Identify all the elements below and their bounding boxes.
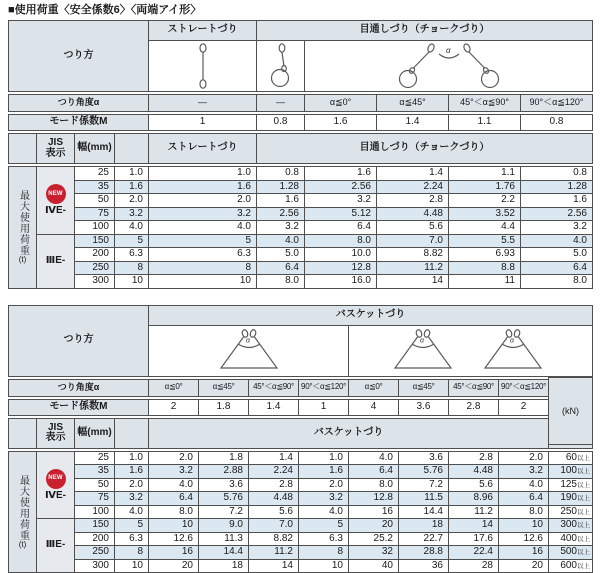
t1-data xyxy=(8,166,593,289)
jis-header-line2: 表示 xyxy=(37,149,74,160)
value-cell: 7.2 xyxy=(199,505,249,519)
jis-label: ⅢE- xyxy=(37,540,74,551)
value-cell: 4.48 xyxy=(377,207,449,221)
value-cell: 12.8 xyxy=(305,261,377,275)
load-table-basket xyxy=(8,305,592,573)
value-cell: 14 xyxy=(449,519,499,533)
value-cell: 3.6 xyxy=(399,451,449,465)
value-cell: 4.0 xyxy=(499,478,549,492)
value-cell: 11.2 xyxy=(377,261,449,275)
value-cell: 6.3 xyxy=(299,532,349,546)
value-cell: 3.52 xyxy=(449,207,521,221)
kn-number: 60 xyxy=(566,452,577,463)
load-cell: 4.0 xyxy=(115,221,149,235)
value-cell: 10 xyxy=(299,559,349,573)
width-cell: 150 xyxy=(75,234,115,248)
load-cell: 4.0 xyxy=(115,505,149,519)
double-basket-icon xyxy=(386,328,556,374)
straight-sling-icon xyxy=(193,43,213,89)
value-cell: 5.12 xyxy=(305,207,377,221)
jis-header-line2: 表示 xyxy=(37,433,74,444)
kn-suffix: 以上 xyxy=(577,549,590,556)
value-cell: 4.0 xyxy=(149,221,257,235)
value-cell: 8 xyxy=(299,546,349,560)
t2-angle-row xyxy=(8,379,593,397)
value-cell: 10.0 xyxy=(305,248,377,262)
kn-column-header: (kN) xyxy=(548,377,593,445)
value-cell: 14 xyxy=(377,275,449,289)
angle-range: 90°＜α≦120° xyxy=(521,95,593,112)
value-cell: 4.4 xyxy=(449,221,521,235)
alpha-symbol: α xyxy=(246,337,251,344)
kn-number: 300 xyxy=(560,519,577,530)
kn-value-cell xyxy=(549,505,593,519)
kn-value-cell xyxy=(549,465,593,479)
width-cell: 100 xyxy=(75,221,115,235)
value-cell: 5.6 xyxy=(449,478,499,492)
max-load-text: 最大使用荷重 xyxy=(18,190,28,256)
kn-suffix: 以上 xyxy=(577,563,590,570)
value-cell: 5.76 xyxy=(399,465,449,479)
page-title: ■使用荷重〈安全係数6〉〈両端アイ形〉 xyxy=(8,2,592,18)
value-cell: 4.0 xyxy=(257,234,305,248)
t1-angle-row xyxy=(8,94,593,112)
load-cell: 10 xyxy=(115,559,149,573)
width-cell: 25 xyxy=(75,167,115,181)
basket-band-header: バスケットづり xyxy=(149,418,549,448)
width-cell: 75 xyxy=(75,492,115,506)
value-cell: 10 xyxy=(149,519,199,533)
load-cell: 1.6 xyxy=(115,180,149,194)
value-cell: 8.0 xyxy=(521,275,593,289)
angle-range: 45°＜α≦90° xyxy=(249,379,299,396)
value-cell: 8.0 xyxy=(257,275,305,289)
value-cell: 1.6 xyxy=(299,465,349,479)
value-cell: 6.4 xyxy=(257,261,305,275)
value-cell: 22.7 xyxy=(399,532,449,546)
max-load-unit: (t) xyxy=(9,541,36,549)
width-header: 幅(mm) xyxy=(75,134,115,164)
value-cell: 2.24 xyxy=(377,180,449,194)
load-cell: 5 xyxy=(115,234,149,248)
value-cell: 6.93 xyxy=(449,248,521,262)
value-cell: 3.2 xyxy=(499,465,549,479)
kn-number: 125 xyxy=(560,479,577,490)
kn-value-cell xyxy=(549,532,593,546)
angled-choke-illustration xyxy=(305,41,593,92)
value-cell: 14.4 xyxy=(399,505,449,519)
value-cell: 14.4 xyxy=(199,546,249,560)
angle-range: α≦45° xyxy=(377,95,449,112)
mode-value: 0.8 xyxy=(521,115,593,131)
load-cell: 6.3 xyxy=(115,248,149,262)
value-cell: 28 xyxy=(449,559,499,573)
mode-value: 1 xyxy=(299,399,349,415)
value-cell: 8.82 xyxy=(377,248,449,262)
load-table-straight-choke xyxy=(8,20,592,289)
value-cell: 4.0 xyxy=(349,451,399,465)
value-cell: 16 xyxy=(499,546,549,560)
value-cell: 1.1 xyxy=(449,167,521,181)
width-cell: 75 xyxy=(75,207,115,221)
blank-header xyxy=(115,418,149,448)
value-cell: 14 xyxy=(249,559,299,573)
angle-range: α≦0° xyxy=(349,379,399,396)
value-cell: 18 xyxy=(399,519,449,533)
width-cell: 25 xyxy=(75,451,115,465)
jis-group-3e xyxy=(37,234,75,288)
width-cell: 35 xyxy=(75,180,115,194)
mode-value: 1.1 xyxy=(449,115,521,131)
value-cell: 6.4 xyxy=(305,221,377,235)
width-cell: 50 xyxy=(75,478,115,492)
value-cell: 20 xyxy=(499,559,549,573)
value-cell: 11.2 xyxy=(449,505,499,519)
value-cell: 1.28 xyxy=(521,180,593,194)
value-cell: 5.0 xyxy=(257,248,305,262)
mode-value: 1 xyxy=(149,115,257,131)
value-cell: 25.2 xyxy=(349,532,399,546)
load-cell: 8 xyxy=(115,546,149,560)
corner-cell xyxy=(9,418,37,448)
alpha-symbol: α xyxy=(420,337,425,344)
value-cell: 18 xyxy=(199,559,249,573)
kn-value-cell xyxy=(549,451,593,465)
value-cell: 8.0 xyxy=(149,505,199,519)
mode-value: 4 xyxy=(349,399,399,415)
angle-range: 90°＜α≦120° xyxy=(499,379,549,396)
value-cell: 8.0 xyxy=(499,505,549,519)
jis-group-4e xyxy=(37,451,75,519)
jis-header-line1: JIS xyxy=(37,138,74,149)
basket-hitch-header: バスケットづり xyxy=(149,305,593,325)
value-cell: 1.6 xyxy=(149,180,257,194)
width-cell: 250 xyxy=(75,546,115,560)
kn-value-cell xyxy=(549,478,593,492)
value-cell: 16.0 xyxy=(305,275,377,289)
angle-range: α≦0° xyxy=(149,379,199,396)
value-cell: 7.2 xyxy=(399,478,449,492)
jis-header-line1: JIS xyxy=(37,423,74,434)
value-cell: 22.4 xyxy=(449,546,499,560)
value-cell: 5.0 xyxy=(521,248,593,262)
value-cell: 5.76 xyxy=(199,492,249,506)
angle-range: 45°＜α≦90° xyxy=(449,95,521,112)
mode-value: 2 xyxy=(499,399,549,415)
vertical-choke-illustration xyxy=(257,41,305,92)
kn-value-cell xyxy=(549,546,593,560)
value-cell: 28.8 xyxy=(399,546,449,560)
kn-value-cell xyxy=(549,492,593,506)
value-cell: 1.0 xyxy=(299,451,349,465)
mode-row-label: モード係数M xyxy=(9,399,149,415)
value-cell: 6.4 xyxy=(349,465,399,479)
value-cell: 2.8 xyxy=(449,451,499,465)
load-cell: 2.0 xyxy=(115,194,149,208)
jis-label: ⅣE- xyxy=(37,206,74,217)
angle-range: α≦45° xyxy=(199,379,249,396)
kn-suffix: 以上 xyxy=(577,522,590,529)
mode-value: 1.6 xyxy=(305,115,377,131)
value-cell: 12.8 xyxy=(349,492,399,506)
value-cell: 2.88 xyxy=(199,465,249,479)
width-cell: 35 xyxy=(75,465,115,479)
load-cell: 10 xyxy=(115,275,149,289)
value-cell: 1.6 xyxy=(305,167,377,181)
mode-value: 1.8 xyxy=(199,399,249,415)
kn-suffix: 以上 xyxy=(577,509,590,516)
value-cell: 8.8 xyxy=(449,261,521,275)
value-cell: 3.2 xyxy=(521,221,593,235)
value-cell: 1.6 xyxy=(257,194,305,208)
kn-number: 500 xyxy=(560,546,577,557)
angle-range: α≦0° xyxy=(305,95,377,112)
t1-header-band xyxy=(8,20,593,92)
width-cell: 200 xyxy=(75,248,115,262)
kn-suffix: 以上 xyxy=(577,536,590,543)
angle-dash: — xyxy=(257,95,305,112)
value-cell: 20 xyxy=(349,519,399,533)
value-cell: 16 xyxy=(149,546,199,560)
value-cell: 20 xyxy=(149,559,199,573)
kn-number: 250 xyxy=(560,506,577,517)
value-cell: 17.6 xyxy=(449,532,499,546)
max-load-unit: (t) xyxy=(9,256,36,264)
value-cell: 1.4 xyxy=(377,167,449,181)
kn-suffix: 以上 xyxy=(577,482,590,489)
single-basket-icon xyxy=(212,328,286,374)
value-cell: 2.24 xyxy=(249,465,299,479)
value-cell: 40 xyxy=(349,559,399,573)
value-cell: 7.0 xyxy=(249,519,299,533)
value-cell: 2.0 xyxy=(299,478,349,492)
value-cell: 8.82 xyxy=(249,532,299,546)
value-cell: 4.48 xyxy=(449,465,499,479)
value-cell: 12.6 xyxy=(499,532,549,546)
single-basket-illustration xyxy=(149,325,349,376)
value-cell: 3.2 xyxy=(149,207,257,221)
value-cell: 0.8 xyxy=(521,167,593,181)
value-cell: 2.56 xyxy=(305,180,377,194)
load-cell: 3.2 xyxy=(115,207,149,221)
value-cell: 3.2 xyxy=(257,221,305,235)
value-cell: 5 xyxy=(299,519,349,533)
value-cell: 16 xyxy=(349,505,399,519)
value-cell: 10 xyxy=(149,275,257,289)
angle-row-label: つり角度α xyxy=(9,95,149,112)
mode-row-label: モード係数M xyxy=(9,115,149,131)
value-cell: 3.6 xyxy=(199,478,249,492)
value-cell: 11 xyxy=(449,275,521,289)
hitch-method-label: つり方 xyxy=(9,305,149,376)
new-badge: NEW xyxy=(46,184,66,204)
value-cell: 3.2 xyxy=(299,492,349,506)
straight-hitch-header: ストレートづり xyxy=(149,21,257,41)
angled-choke-icon xyxy=(384,42,514,90)
value-cell: 3.2 xyxy=(305,194,377,208)
value-cell: 2.0 xyxy=(149,451,199,465)
t2-header-band xyxy=(8,305,593,377)
width-cell: 150 xyxy=(75,519,115,533)
jis-group-3e xyxy=(37,519,75,573)
value-cell: 6.3 xyxy=(149,248,257,262)
kn-number: 100 xyxy=(560,465,577,476)
load-cell: 2.0 xyxy=(115,478,149,492)
value-cell: 4.0 xyxy=(521,234,593,248)
load-cell: 1.6 xyxy=(115,465,149,479)
value-cell: 3.2 xyxy=(149,465,199,479)
jis-header xyxy=(37,418,75,448)
value-cell: 1.6 xyxy=(521,194,593,208)
new-badge: NEW xyxy=(46,469,66,489)
jis-label: ⅢE- xyxy=(37,256,74,267)
value-cell: 1.8 xyxy=(199,451,249,465)
value-cell: 2.0 xyxy=(149,194,257,208)
value-cell: 8.0 xyxy=(305,234,377,248)
kn-suffix: 以上 xyxy=(577,468,590,475)
load-cell: 3.2 xyxy=(115,492,149,506)
straight-band-header: ストレートづり xyxy=(149,134,257,164)
kn-value-cell xyxy=(549,519,593,533)
value-cell: 5.5 xyxy=(449,234,521,248)
width-header: 幅(mm) xyxy=(75,418,115,448)
value-cell: 5.6 xyxy=(377,221,449,235)
straight-sling-illustration xyxy=(149,41,257,92)
value-cell: 9.0 xyxy=(199,519,249,533)
angle-dash: — xyxy=(149,95,257,112)
value-cell: 11.2 xyxy=(249,546,299,560)
kn-value-cell xyxy=(549,559,593,573)
jis-label: ⅣE- xyxy=(37,491,74,502)
value-cell: 11.5 xyxy=(399,492,449,506)
value-cell: 8.0 xyxy=(349,478,399,492)
mode-value: 2 xyxy=(149,399,199,415)
choke-hitch-header: 目通しづり（チョークづり） xyxy=(257,21,593,41)
width-cell: 300 xyxy=(75,559,115,573)
jis-group-4e xyxy=(37,167,75,235)
angle-range: α≦45° xyxy=(399,379,449,396)
double-basket-illustration xyxy=(349,325,593,376)
width-cell: 50 xyxy=(75,194,115,208)
kn-number: 190 xyxy=(560,492,577,503)
load-cell: 1.0 xyxy=(115,167,149,181)
vertical-choke-icon xyxy=(265,43,297,89)
angle-range: 90°＜α≦120° xyxy=(299,379,349,396)
value-cell: 2.56 xyxy=(521,207,593,221)
hitch-method-label: つり方 xyxy=(9,21,149,92)
value-cell: 1.0 xyxy=(149,167,257,181)
alpha-symbol: α xyxy=(446,46,451,55)
kn-suffix: 以上 xyxy=(577,495,590,502)
blank-header xyxy=(115,134,149,164)
value-cell: 1.4 xyxy=(249,451,299,465)
value-cell: 2.8 xyxy=(249,478,299,492)
value-cell: 8 xyxy=(149,261,257,275)
value-cell: 6.4 xyxy=(521,261,593,275)
value-cell: 8.96 xyxy=(449,492,499,506)
kn-number: 600 xyxy=(560,560,577,571)
kn-number: 400 xyxy=(560,533,577,544)
t2-data xyxy=(8,451,593,573)
max-load-vertical-label xyxy=(9,167,37,289)
jis-header xyxy=(37,134,75,164)
value-cell: 11.3 xyxy=(199,532,249,546)
mode-value: 1.4 xyxy=(249,399,299,415)
load-cell: 1.0 xyxy=(115,451,149,465)
mode-value: 1.4 xyxy=(377,115,449,131)
value-cell: 6.4 xyxy=(149,492,199,506)
value-cell: 6.4 xyxy=(499,492,549,506)
value-cell: 5.6 xyxy=(249,505,299,519)
load-cell: 5 xyxy=(115,519,149,533)
value-cell: 4.0 xyxy=(149,478,199,492)
value-cell: 1.76 xyxy=(449,180,521,194)
angle-row-label: つり角度α xyxy=(9,379,149,396)
width-cell: 100 xyxy=(75,505,115,519)
value-cell: 32 xyxy=(349,546,399,560)
value-cell: 36 xyxy=(399,559,449,573)
mode-value: 3.6 xyxy=(399,399,449,415)
mode-value: 0.8 xyxy=(257,115,305,131)
value-cell: 4.0 xyxy=(299,505,349,519)
load-cell: 6.3 xyxy=(115,532,149,546)
value-cell: 5 xyxy=(149,234,257,248)
width-cell: 300 xyxy=(75,275,115,289)
kn-suffix: 以上 xyxy=(577,455,590,462)
t2-body-header xyxy=(8,418,593,449)
value-cell: 1.28 xyxy=(257,180,305,194)
alpha-symbol: α xyxy=(510,337,515,344)
max-load-vertical-label xyxy=(9,451,37,573)
value-cell: 4.48 xyxy=(249,492,299,506)
value-cell: 0.8 xyxy=(257,167,305,181)
choke-band-header: 目通しづり（チョークづり） xyxy=(257,134,593,164)
t1-body-header xyxy=(8,133,593,164)
mode-value: 2.8 xyxy=(449,399,499,415)
corner-cell xyxy=(9,134,37,164)
value-cell: 2.0 xyxy=(499,451,549,465)
value-cell: 2.56 xyxy=(257,207,305,221)
t2-mode-row xyxy=(8,399,593,416)
value-cell: 2.2 xyxy=(449,194,521,208)
t1-mode-row xyxy=(8,114,593,131)
value-cell: 7.0 xyxy=(377,234,449,248)
angle-range: 45°＜α≦90° xyxy=(449,379,499,396)
width-cell: 200 xyxy=(75,532,115,546)
width-cell: 250 xyxy=(75,261,115,275)
value-cell: 12.6 xyxy=(149,532,199,546)
value-cell: 10 xyxy=(499,519,549,533)
value-cell: 2.8 xyxy=(377,194,449,208)
max-load-text: 最大使用荷重 xyxy=(18,475,28,541)
load-cell: 8 xyxy=(115,261,149,275)
